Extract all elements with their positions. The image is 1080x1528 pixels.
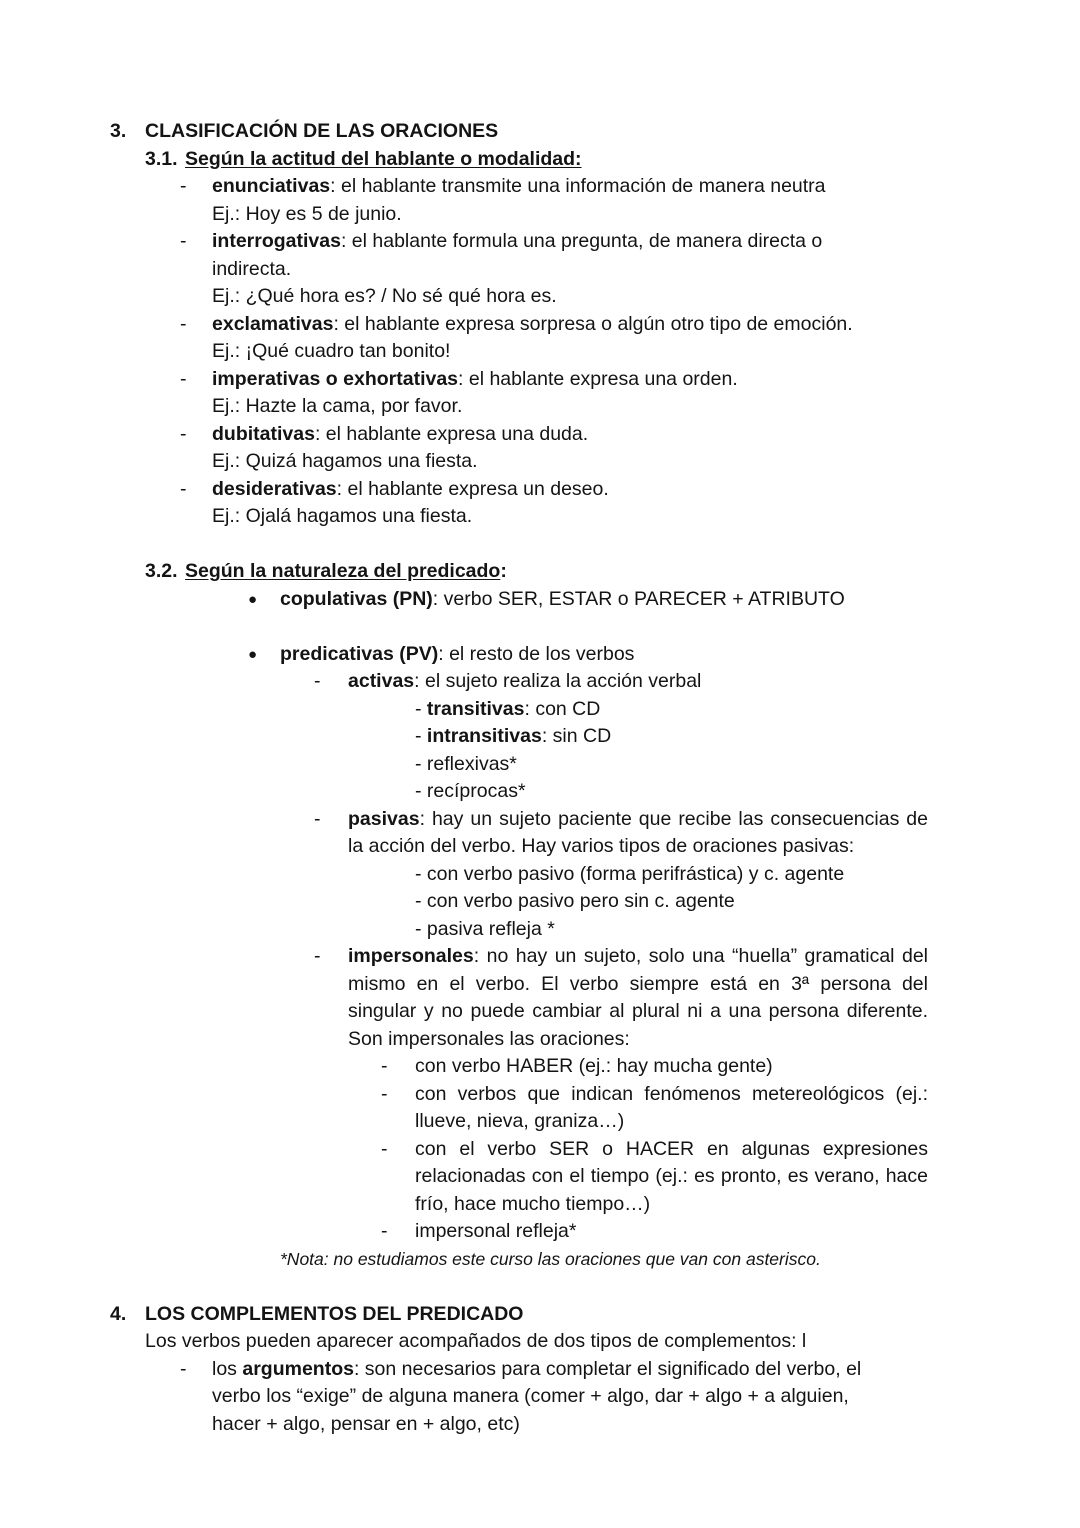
sub-item: [0, 751, 1080, 779]
term: imperativas o exhortativas: [212, 367, 459, 390]
bullet-marker: ●: [248, 590, 258, 608]
sub-item: [0, 888, 1080, 916]
section-intro: Los verbos pueden aparecer acompañados de dos tipos de complementos: l: [145, 1330, 807, 1352]
definition: recíprocas*: [426, 780, 526, 802]
section-number: 4.: [110, 1302, 127, 1325]
definition: : sin CD: [541, 725, 612, 747]
sub-item: [0, 1218, 1080, 1246]
section-title: LOS COMPLEMENTOS DEL PREDICADO: [145, 1302, 524, 1325]
term: desiderativas: [212, 477, 337, 500]
dash-marker: -: [180, 175, 187, 197]
definition: pasiva refleja *: [426, 917, 555, 940]
example: Ej.: ¡Qué cuadro tan bonito!: [212, 340, 451, 362]
list-item: [0, 366, 1080, 394]
dash-marker: -: [314, 670, 321, 692]
bullet-marker: ●: [248, 645, 258, 663]
list-item: [0, 1356, 1080, 1384]
definition: : hay un sujeto paciente que recibe las consecuencias de la acción del verbo. Hay varios tipos de oraciones pasivas:: [348, 807, 928, 857]
sub-item: [0, 696, 1080, 724]
definition: : el hablante transmite una información de manera neutra: [330, 175, 826, 197]
definition: con verbo pasivo (forma perifrástica) y c. agente: [426, 862, 845, 885]
definition: impersonal refleja*: [415, 1220, 577, 1242]
definition: reflexivas*: [426, 752, 517, 775]
dash-marker: -: [381, 1082, 388, 1105]
subsection-number: 3.2.: [145, 560, 178, 582]
dash-marker: -: [180, 312, 187, 335]
dash-marker: -: [415, 917, 427, 940]
definition: : con CD: [524, 697, 601, 720]
subsection-3-1-heading: [0, 146, 1080, 174]
dash-marker: -: [415, 862, 427, 885]
list-item: [0, 476, 1080, 504]
example: Ej.: ¿Qué hora es? / No sé qué hora es.: [212, 285, 557, 307]
dash-marker: -: [180, 422, 187, 445]
definition: : el hablante expresa un deseo.: [336, 477, 609, 500]
definition: : el hablante formula una pregunta, de manera directa o: [340, 230, 823, 252]
definition: : el hablante expresa una duda.: [314, 422, 589, 445]
dash-marker: -: [415, 725, 427, 747]
list-item: [0, 421, 1080, 449]
definition: con verbo pasivo pero sin c. agente: [426, 890, 735, 912]
footnote: *Nota: no estudiamos este curso las oraciones que van con asterisco.: [280, 1248, 821, 1269]
sub-item: [0, 861, 1080, 889]
prefix: los: [212, 1357, 243, 1380]
dash-marker: -: [180, 477, 187, 500]
list-item: [0, 173, 1080, 201]
dash-marker: -: [381, 1220, 388, 1242]
sub-item: [0, 1081, 1080, 1136]
sub-item: [0, 1136, 1080, 1219]
definition: : son necesarios para completar el significado del verbo, el: [353, 1357, 862, 1380]
definition: : el hablante expresa una orden.: [458, 367, 738, 390]
list-item: [0, 943, 1080, 1053]
term: enunciativas: [212, 175, 331, 197]
dash-marker: -: [415, 697, 427, 720]
section-title: CLASIFICACIÓN DE LAS ORACIONES: [145, 120, 499, 142]
term: pasivas: [348, 807, 420, 830]
term: exclamativas: [212, 312, 334, 335]
sub-item: [0, 778, 1080, 806]
definition-continued: hacer + algo, pensar en + algo, etc): [212, 1412, 520, 1435]
list-item: [0, 668, 1080, 696]
term: transitivas: [426, 697, 525, 720]
dash-marker: -: [180, 230, 187, 252]
dash-marker: -: [415, 890, 427, 912]
sub-item: [0, 723, 1080, 751]
dash-marker: -: [415, 752, 427, 775]
example: Ej.: Ojalá hagamos una fiesta.: [212, 505, 473, 527]
term: intransitivas: [426, 725, 542, 747]
sub-item: [0, 1053, 1080, 1081]
term: copulativas (PN): [280, 587, 433, 610]
term: activas: [348, 670, 415, 692]
example: Ej.: Hoy es 5 de junio.: [212, 202, 402, 225]
dash-marker: -: [314, 945, 321, 967]
definition-continued: indirecta.: [212, 257, 292, 280]
definition: con verbos que indican fenómenos metereológicos (ej.: llueve, nieva, graniza…): [415, 1082, 928, 1132]
section-number: 3.: [110, 120, 127, 142]
definition: : verbo SER, ESTAR o PARECER + ATRIBUTO: [432, 587, 845, 610]
dash-marker: -: [314, 807, 321, 830]
term: argumentos: [242, 1357, 354, 1380]
term: interrogativas: [212, 230, 341, 252]
definition: : no hay un sujeto, solo una “huella” gramatical del mismo en el verbo. El verbo siempre está en 3ª persona del singular y no puede cambiar al plural ni a una persona diferente. Son impersonales las oraciones:: [348, 945, 928, 1050]
list-item: [0, 311, 1080, 339]
subsection-number: 3.1.: [145, 147, 178, 170]
bullet-item: [0, 641, 1080, 669]
dash-marker: -: [415, 780, 427, 802]
subsection-title: Según la naturaleza del predicado: [185, 560, 501, 582]
definition: : el hablante expresa sorpresa o algún otro tipo de emoción.: [333, 312, 853, 335]
sub-item: [0, 916, 1080, 944]
term: impersonales: [348, 945, 474, 967]
dash-marker: -: [180, 1357, 187, 1380]
dash-marker: -: [381, 1055, 388, 1077]
term: dubitativas: [212, 422, 315, 445]
definition: con verbo HABER (ej.: hay mucha gente): [415, 1055, 773, 1077]
definition-continued: verbo los “exige” de alguna manera (comer + algo, dar + algo + a alguien,: [212, 1385, 849, 1407]
subsection-colon: :: [500, 560, 507, 582]
definition: : el sujeto realiza la acción verbal: [414, 670, 702, 692]
subsection-3-2-heading: [0, 558, 1080, 586]
dash-marker: -: [381, 1137, 388, 1160]
list-item: [0, 228, 1080, 256]
example: Ej.: Quizá hagamos una fiesta.: [212, 450, 478, 472]
definition: con el verbo SER o HACER en algunas expresiones relacionadas con el tiempo (ej.: es pronto, es verano, hace frío, hace mucho tiempo…): [415, 1137, 928, 1215]
term: predicativas (PV): [280, 642, 439, 665]
document-page: [0, 118, 1080, 1438]
dash-marker: -: [180, 367, 187, 390]
section-3-heading: [0, 118, 1080, 146]
definition: : el resto de los verbos: [438, 642, 635, 665]
example: Ej.: Hazte la cama, por favor.: [212, 395, 463, 417]
list-item: [0, 806, 1080, 861]
bullet-item: [0, 586, 1080, 614]
section-4-heading: [0, 1301, 1080, 1329]
subsection-title: Según la actitud del hablante o modalidad:: [185, 147, 582, 170]
